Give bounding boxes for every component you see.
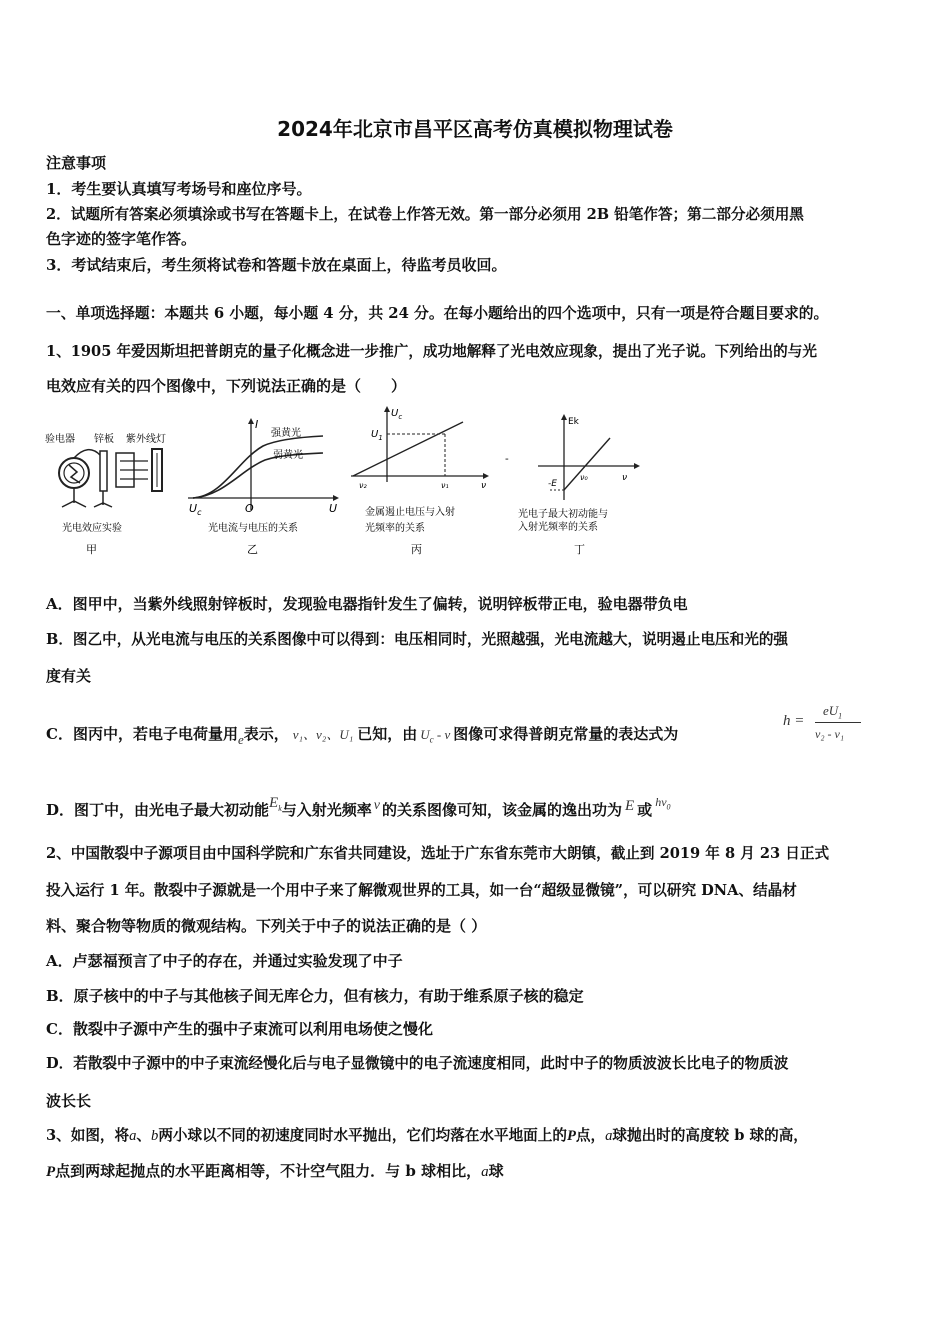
q1-option-b-line-2: 度有关 <box>46 667 92 685</box>
section-1-heading: 一、单项选择题：本题共 6 小题，每小题 4 分，共 24 分。在每小题给出的四个选项中，只有一项是符合题目要求的。 <box>46 305 829 322</box>
uc-v-expr: $U_c$ - ν <box>420 727 451 745</box>
var-p: P <box>566 1128 576 1144</box>
q2-stem-line-2: 投入运行 1 年。散裂中子源就是一个用中子来了解微观世界的工具，如一台“超级显微镜”，可以研究 DNA、结晶材 <box>46 882 797 899</box>
q2-option-c: C．散裂中子源中产生的强中子束流可以利用电场使之慢化 <box>46 1020 433 1038</box>
q3-stem-line-2: P点到两球起抛点的水平距离相等，不计空气阻力．与 b 球相比，a球 <box>46 1162 504 1180</box>
q1-stem-line-2: 电效应有关的四个图像中，下列说法正确的是（ ） <box>46 377 407 395</box>
caption-jia: 光电效应实验 <box>62 523 122 534</box>
q1-option-c-text-1: C．图丙中，若电子电荷量用 <box>46 725 238 743</box>
caption-bing-1: 金属遏止电压与入射 <box>365 507 455 518</box>
formula-denominator: ν₂ - ν₁ <box>815 727 844 741</box>
notice-heading: 注意事项 <box>46 154 107 172</box>
formula-numerator: $eU_1$ <box>823 703 843 721</box>
var-b: b <box>151 1128 159 1144</box>
q1-option-d-or: 或 <box>637 801 653 819</box>
notice-item-3: 3．考试结束后，考生须将试卷和答题卡放在桌面上，待监考员收回。 <box>46 256 507 274</box>
label-uc: $U_c$ <box>189 502 202 517</box>
label-uv-lamp: 紫外线灯 <box>126 434 166 445</box>
var-hv0: hν0 <box>655 795 671 812</box>
caption-ding-2: 入射光频率的关系 <box>518 522 598 533</box>
formula-h: h = <box>783 713 805 729</box>
var-ek: $E_k$ <box>269 795 282 813</box>
q1-option-a: A．图甲中，当紫外线照射锌板时，发现验电器指针发生了偏转，说明锌板带正电，验电器带负电 <box>46 595 688 613</box>
q2-option-d-line-2: 波长长 <box>46 1092 92 1110</box>
label-weak-light: 弱黄光 <box>273 450 303 461</box>
tag-yi: 乙 <box>247 543 258 556</box>
q1-option-d-text-3: 的关系图像可知，该金属的逸出功为 <box>381 801 622 819</box>
notice-item-2-line-2: 色字迹的签字笔作答。 <box>46 230 197 248</box>
connecting-wire <box>74 450 100 458</box>
zinc-plate-shape <box>100 451 107 491</box>
var-a-2: a <box>605 1128 613 1144</box>
var-a: a <box>129 1128 137 1144</box>
caption-yi: 光电流与电压的关系 <box>208 523 298 534</box>
line-ek-v <box>564 438 610 490</box>
q2-stem-line-1: 2、中国散裂中子源项目由中国科学院和广东省共同建设，选址于广东省东莞市大朗镇，截止到 2019 年 8 月 23 日正式 <box>46 845 830 862</box>
q2-stem-line-3: 料、聚合物等物质的微观结构。下列关于中子的说法正确的是（ ） <box>46 917 487 935</box>
figure-yi <box>183 410 343 565</box>
label-axis-uc: $U_c$ <box>391 408 403 421</box>
label-axis-i: I <box>255 418 259 431</box>
var-e-work: E <box>625 798 635 814</box>
label-axis-ek: Ek <box>568 417 579 427</box>
fraction-bar <box>815 722 861 723</box>
q1-option-b-line-1: B．图乙中，从光电流与电压的关系图像中可以得到：电压相同时，光照越强，光电流越大，说明遏止电压和光的强 <box>46 631 789 648</box>
label-v2: ν₂ <box>359 481 367 490</box>
q2-option-b: B．原子核中的中子与其他核子间无库仑力，但有核力，有助于维系原子核的稳定 <box>46 987 584 1005</box>
label-strong-light: 强黄光 <box>271 428 301 439</box>
q1-option-c-text-3: 已知，由 <box>357 725 418 743</box>
figure-bing <box>345 402 500 562</box>
known-vars: ν₁、ν₂、U₁ <box>292 727 354 742</box>
var-a-3: a <box>481 1164 489 1180</box>
figure-separator: - <box>505 452 509 465</box>
q2-option-d-line-1: D．若散裂中子源中的中子束流经慢化后与电子显微镜中的电子流速度相同，此时中子的物质波波长比电子的物质波 <box>46 1055 789 1072</box>
caption-bing-2: 光频率的关系 <box>365 523 425 534</box>
q1-option-d-text-1: D．图丁中，由光电子最大初动能 <box>46 801 270 819</box>
notice-item-1: 1．考生要认真填写考场号和座位序号。 <box>46 180 312 198</box>
q1-option-c <box>46 723 678 748</box>
electroscope-needle <box>69 465 80 483</box>
q1-stem-line-1: 1、1905 年爱因斯坦把普朗克的量子化概念进一步推广，成功地解释了光电效应现象，提出了光子说。下列给出的与光 <box>46 343 817 360</box>
q1-option-c-text-2: 表示， <box>243 725 289 743</box>
figure-ding <box>510 410 645 560</box>
q1-option-d-text-2: 与入射光频率 <box>281 801 372 819</box>
figure-jia <box>40 425 185 563</box>
tag-jia: 甲 <box>86 543 97 556</box>
label-origin: O <box>245 502 254 515</box>
label-v0: ν₀ <box>580 473 588 482</box>
caption-ding-1: 光电子最大初动能与 <box>518 509 608 520</box>
q3-stem-line-1: 3、如图，将a、b两小球以不同的初速度同时水平抛出，它们均落在水平地面上的P点，a球抛出时的高度较 b 球的高， <box>46 1127 808 1144</box>
line-uc-v <box>353 422 463 476</box>
var-v: ν <box>373 798 380 813</box>
label-neg-e: -E <box>548 479 557 489</box>
q1-option-c-text-4: 图像可求得普朗克常量的表达式为 <box>453 725 679 743</box>
notice-item-2-line-1: 2．试题所有答案必须填涂或书写在答题卡上，在试卷上作答无效。第一部分必须用 2B 铅笔作答；第二部分必须用黑 <box>46 206 804 223</box>
label-axis-u: U <box>329 502 338 515</box>
tag-ding: 丁 <box>574 543 585 556</box>
label-electroscope: 验电器 <box>45 434 75 445</box>
var-e: e <box>237 732 244 747</box>
label-u1: $U_1$ <box>371 429 383 442</box>
tag-bing: 丙 <box>411 543 422 556</box>
page-title: 2024年北京市昌平区高考仿真模拟物理试卷 <box>277 117 673 141</box>
label-v: ν <box>481 481 487 491</box>
q2-option-a: A．卢瑟福预言了中子的存在，并通过实验发现了中子 <box>46 952 403 970</box>
q1-option-d <box>46 795 671 820</box>
label-zinc-plate: 锌板 <box>94 434 114 445</box>
label-v1: ν₁ <box>441 481 449 490</box>
label-v-ding: ν <box>622 473 628 483</box>
curve-strong <box>193 436 323 498</box>
var-p-2: P <box>46 1164 56 1180</box>
